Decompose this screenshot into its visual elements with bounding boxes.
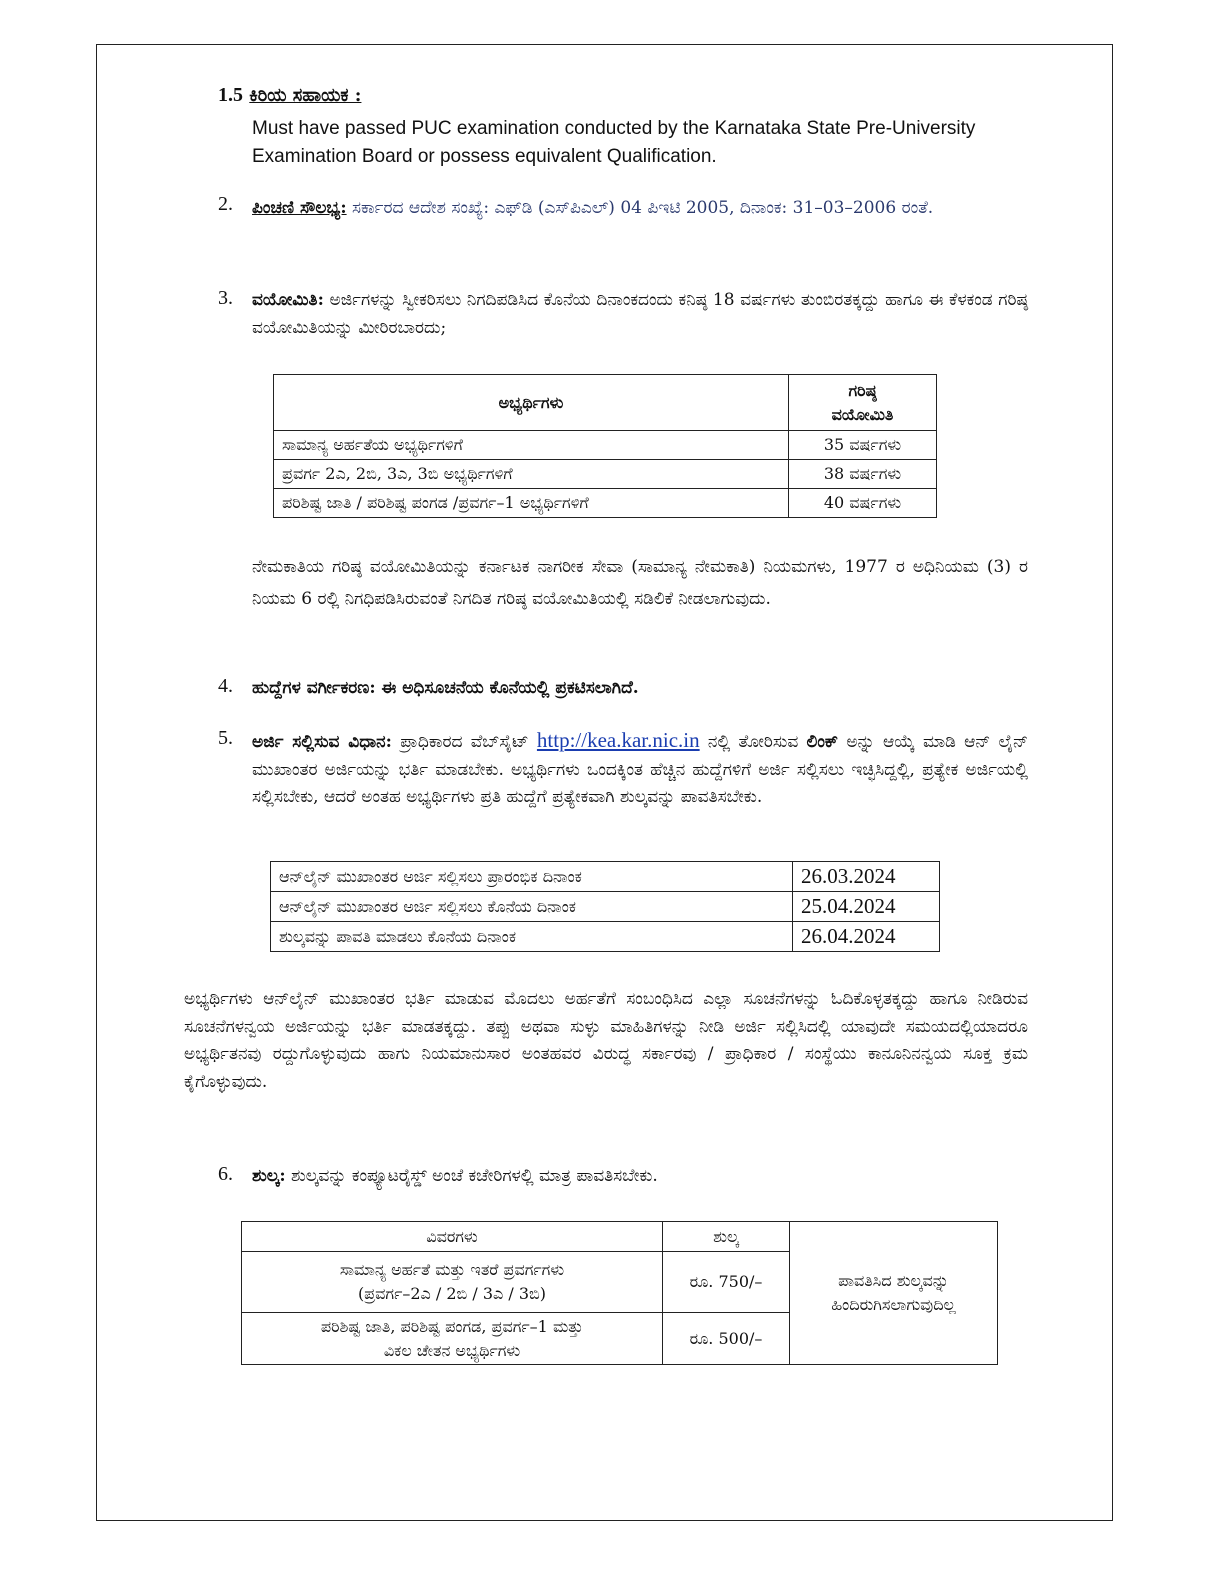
- category-line-2: ವಿಕಲ ಚೇತನ ಅಭ್ಯರ್ಥಿಗಳು: [383, 1340, 521, 1360]
- table-row: [271, 922, 940, 952]
- application-text-c: ಅನ್ನು ಆಯ್ಕೆ ಮಾಡಿ ಆನ್ ಲೈನ್ ಮುಖಾಂತರ ಅರ್ಜಿಯನ್ನು ಭರ್ತಿ ಮಾಡಬೇಕು. ಅಭ್ಯರ್ಥಿಗಳು ಒಂದಕ್ಕಿಂತ ಹೆಚ್ಚಿನ ಹುದ್ದೆಗಳಿಗೆ ಅರ್ಜಿ ಸಲ್ಲಿಸಲು ಇಚ್ಛಿಸಿದ್ದಲ್ಲಿ, ಪ್ರತ್ಯೇಕ ಅರ್ಜಿಯಲ್ಲಿ ಸಲ್ಲಿಸಬೇಕು, ಆದರೆ ಅಂತಹ ಅಭ್ಯರ್ಥಿಗಳು ಪ್ರತಿ ಹುದ್ದೆಗೆ ಪ್ರತ್ಯೇಕವಾಗಿ ಶುಲ್ಕವನ್ನು ಪಾವತಿಸಬೇಕು.: [252, 732, 1029, 807]
- date-label-cell: ಶುಲ್ಕವನ್ನು ಪಾವತಿ ಮಾಡಲು ಕೊನೆಯ ದಿನಾಂಕ: [271, 922, 793, 952]
- header-line-2: ವಯೋಮಿತಿ: [831, 404, 894, 424]
- note-line-2: ಹಿಂದಿರುಗಿಸಲಾಗುವುದಿಲ್ಲ: [831, 1295, 956, 1314]
- age-cell: 38 ವರ್ಷಗಳು: [789, 460, 937, 489]
- section-title: ವಯೋಮಿತಿ:: [252, 290, 324, 310]
- table-row: [274, 489, 937, 518]
- age-header-candidates: ಅಭ್ಯರ್ಥಿಗಳು: [274, 375, 789, 431]
- category-line-2: (ಪ್ರವರ್ಗ–2ಎ / 2ಬಿ / 3ಎ / 3ಬಿ): [357, 1284, 547, 1303]
- table-row: [274, 431, 937, 460]
- no-refund-note: [790, 1222, 998, 1365]
- pension-text: ಸರ್ಕಾರದ ಆದೇಶ ಸಂಖ್ಯೆ: ಎಫ್‌ಡಿ (ಎಸ್‌ಪಿಎಲ್) 04 ಪಿಇಟಿ 2005, ದಿನಾಂಕ: 31–03–2006 ರಂತೆ.: [352, 198, 934, 218]
- section-title: ಅರ್ಜಿ ಸಲ್ಲಿಸುವ ವಿಧಾನ:: [252, 732, 392, 752]
- category-cell: ಪ್ರವರ್ಗ 2ಎ, 2ಬಿ, 3ಎ, 3ಬಿ ಅಭ್ಯರ್ಥಿಗಳಿಗೆ: [274, 460, 789, 489]
- dates-table: [270, 861, 940, 952]
- table-row: [274, 460, 937, 489]
- fee-header-fee: ಶುಲ್ಕ: [663, 1222, 790, 1252]
- date-label-cell: ಆನ್‌ಲೈನ್ ಮುಖಾಂತರ ಅರ್ಜಿ ಸಲ್ಲಿಸಲು ಪ್ರಾರಂಭಿಕ ದಿನಾಂಕ: [271, 862, 793, 892]
- category-cell: ಸಾಮಾನ್ಯ ಅರ್ಹತೆಯ ಅಭ್ಯರ್ಥಿಗಳಿಗೆ: [274, 431, 789, 460]
- note-line-1: ಪಾವತಿಸಿದ ಶುಲ್ಕವನ್ನು: [838, 1271, 949, 1290]
- section-2: [218, 193, 1028, 224]
- section-3: [218, 287, 1028, 342]
- section-number: 5.: [218, 727, 233, 749]
- fee-text: ಶುಲ್ಕವನ್ನು ಕಂಪ್ಯೂಟರೈಸ್ಡ್ ಅಂಚೆ ಕಚೇರಿಗಳಲ್ಲಿ ಮಾತ್ರ ಪಾವತಿಸಬೇಕು.: [291, 1166, 658, 1186]
- section-5: [218, 727, 1028, 812]
- fee-category-cell: [242, 1313, 663, 1365]
- section-number: 3.: [218, 287, 233, 309]
- section-6: [218, 1163, 1028, 1191]
- link-word: ಲಿಂಕ್: [806, 732, 839, 752]
- section-number: 4.: [218, 675, 233, 697]
- section-title: ಕಿರಿಯ ಸಹಾಯಕ :: [249, 85, 362, 106]
- header-line-1: ಗರಿಷ್ಠ: [848, 380, 877, 400]
- fee-amount-cell: ರೂ. 750/–: [663, 1252, 790, 1313]
- fee-amount-cell: ರೂ. 500/–: [663, 1313, 790, 1365]
- warning-paragraph: ಅಭ್ಯರ್ಥಿಗಳು ಆನ್‌ಲೈನ್ ಮುಖಾಂತರ ಭರ್ತಿ ಮಾಡುವ ಮೊದಲು ಅರ್ಹತೆಗೆ ಸಂಬಂಧಿಸಿದ ಎಲ್ಲಾ ಸೂಚನೆಗಳನ್ನು ಓದಿಕೊಳ್ಳತಕ್ಕದ್ದು ಹಾಗೂ ನೀಡಿರುವ ಸೂಚನೆಗಳನ್ವಯ ಅರ್ಜಿಯನ್ನು ಭರ್ತಿ ಮಾಡತಕ್ಕದ್ದು. ತಪ್ಪು ಅಥವಾ ಸುಳ್ಳು ಮಾಹಿತಿಗಳನ್ನು ನೀಡಿ ಅರ್ಜಿ ಸಲ್ಲಿಸಿದಲ್ಲಿ ಯಾವುದೇ ಸಮಯದಲ್ಲಿಯಾದರೂ ಅಭ್ಯರ್ಥಿತನವು ರದ್ದುಗೊಳ್ಳುವುದು ಹಾಗು ನಿಯಮಾನುಸಾರ ಅಂತಹವರ ವಿರುದ್ಧ ಸರ್ಕಾರವು / ಪ್ರಾಧಿಕಾರ / ಸಂಸ್ಥೆಯು ಕಾನೂನಿನನ್ವಯ ಸೂಕ್ತ ಕ್ರಮ ಕೈಗೊಳ್ಳುವುದು.: [184, 989, 1028, 1092]
- section-4: [218, 675, 1028, 703]
- category-cell: ಪರಿಶಿಷ್ಟ ಜಾತಿ / ಪರಿಶಿಷ್ಟ ಪಂಗಡ /ಪ್ರವರ್ಗ–1 ಅಭ್ಯರ್ಥಿಗಳಿಗೆ: [274, 489, 789, 518]
- date-value-cell: 26.04.2024: [793, 922, 940, 952]
- qualification-text: Must have passed PUC examination conducted by the Karnataka State Pre-University Examination Board or possess equivalent Qualification.: [252, 118, 976, 167]
- age-header-max-age: [789, 375, 937, 431]
- classification-text: ಹುದ್ದೆಗಳ ವರ್ಗೀಕರಣ: ಈ ಅಧಿಸೂಚನೆಯ ಕೊನೆಯಲ್ಲಿ ಪ್ರಕಟಿಸಲಾಗಿದೆ.: [252, 678, 639, 698]
- table-row: [271, 892, 940, 922]
- section-title: ಪಿಂಚಣಿ ಸೌಲಭ್ಯ:: [252, 198, 347, 218]
- age-limit-table: [273, 374, 937, 518]
- application-text-b: ನಲ್ಲಿ ತೋರಿಸುವ: [707, 732, 799, 752]
- website-link[interactable]: http://kea.kar.nic.in: [536, 728, 700, 752]
- fee-table: [241, 1221, 998, 1365]
- category-line-1: ಪರಿಶಿಷ್ಟ ಜಾತಿ, ಪರಿಶಿಷ್ಟ ಪಂಗಡ, ಪ್ರವರ್ಗ–1 ಮತ್ತು: [320, 1316, 584, 1336]
- table-row: [271, 862, 940, 892]
- application-text-a: ಪ್ರಾಧಿಕಾರದ ವೆಬ್‌ಸೈಟ್: [400, 732, 529, 752]
- age-limit-text: ಅರ್ಜಿಗಳನ್ನು ಸ್ವೀಕರಿಸಲು ನಿಗದಿಪಡಿಸಿದ ಕೊನೆಯ ದಿನಾಂಕದಂದು ಕನಿಷ್ಠ 18 ವರ್ಷಗಳು ತುಂಬಿರತಕ್ಕದ್ದು ಹಾಗೂ ಈ ಕೆಳಕಂಡ ಗರಿಷ್ಠ ವಯೋಮಿತಿಯನ್ನು ಮೀರಿರಬಾರದು;: [252, 290, 1028, 338]
- fee-category-cell: [242, 1252, 663, 1313]
- section-title: ಶುಲ್ಕ:: [252, 1166, 286, 1186]
- age-cell: 40 ವರ್ಷಗಳು: [789, 489, 937, 518]
- category-line-1: ಸಾಮಾನ್ಯ ಅರ್ಹತೆ ಮತ್ತು ಇತರೆ ಪ್ರವರ್ಗಗಳು: [339, 1260, 565, 1279]
- age-cell: 35 ವರ್ಷಗಳು: [789, 431, 937, 460]
- section-1-5: [218, 82, 1028, 171]
- section-number: 1.5: [218, 84, 243, 106]
- date-label-cell: ಆನ್‌ಲೈನ್ ಮುಖಾಂತರ ಅರ್ಜಿ ಸಲ್ಲಿಸಲು ಕೊನೆಯ ದಿನಾಂಕ: [271, 892, 793, 922]
- date-value-cell: 26.03.2024: [793, 862, 940, 892]
- age-relaxation-note: ನೇಮಕಾತಿಯ ಗರಿಷ್ಠ ವಯೋಮಿತಿಯನ್ನು ಕರ್ನಾಟಕ ನಾಗರೀಕ ಸೇವಾ (ಸಾಮಾನ್ಯ ನೇಮಕಾತಿ) ನಿಯಮಗಳು, 1977 ರ ಅಧಿನಿಯಮ (3) ರ ನಿಯಮ 6 ರಲ್ಲಿ ನಿಗಧಿಪಡಿಸಿರುವಂತೆ ನಿಗದಿತ ಗರಿಷ್ಠ ವಯೋಮಿತಿಯಲ್ಲಿ ಸಡಿಲಿಕೆ ನೀಡಲಾಗುವುದು.: [252, 557, 1028, 609]
- section-number: 2.: [218, 193, 233, 215]
- date-value-cell: 25.04.2024: [793, 892, 940, 922]
- fee-header-details: ವಿವರಗಳು: [242, 1222, 663, 1252]
- section-number: 6.: [218, 1163, 233, 1185]
